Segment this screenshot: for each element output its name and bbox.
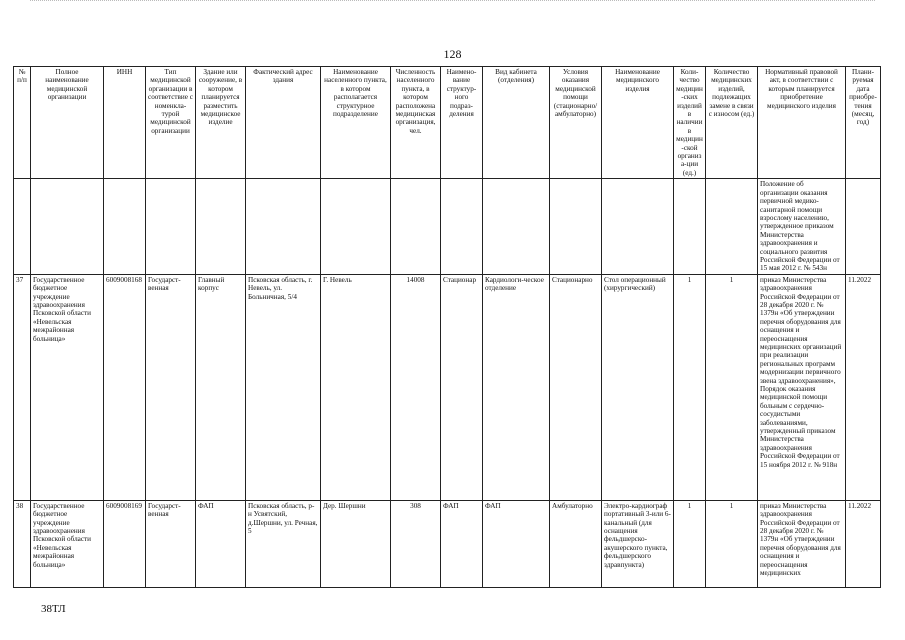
table-cell: [846, 179, 881, 274]
population-cell: 308: [391, 500, 441, 587]
unit-cell: Стационар: [441, 274, 483, 500]
header-cell: Коли-чество медицин-ских изделий в наличии в медицин-ской организа-ции (ед.): [674, 67, 706, 179]
locality-cell: Дер. Шершни: [321, 500, 391, 587]
conditions-cell: Амбулаторно: [550, 500, 602, 587]
org-type-cell: Государст-венная: [146, 500, 196, 587]
table-row: [14, 274, 881, 500]
table-cell: [14, 179, 31, 274]
cabinet-cell: Кардиологи-ческое отделение: [483, 274, 550, 500]
header-cell: Условия оказания медицинской помощи (стационарно/ амбулаторно): [550, 67, 602, 179]
table-cell: [321, 179, 391, 274]
inn-cell: 6009008169: [104, 500, 146, 587]
qty-present-cell: 1: [674, 500, 706, 587]
table-cell: [706, 179, 758, 274]
table-cell: [246, 179, 321, 274]
legal-act-cell: приказ Министерства здравоохранения Российской Федерации от 28 декабря 2020 г. № 1379н «Об утверждении перечня оборудования для оснащения и переоснащения медицинских организаций при реализации региональных программ модернизации первичного звена здравоохранения», Порядок оказания медицинской помощи больным с сердечно-сосудистыми заболеваниями, утвержденный приказом Министерства здравоохранения Российской Федерации от 15 ноября 2012 г. № 918н: [758, 274, 846, 500]
table-cell: [441, 179, 483, 274]
header-cell: Полное наименование медицинской организации: [31, 67, 104, 179]
locality-cell: Г. Невель: [321, 274, 391, 500]
table-cell: [196, 179, 246, 274]
conditions-cell: Стационарно: [550, 274, 602, 500]
table-cell: [391, 179, 441, 274]
header-cell: № п/п: [14, 67, 31, 179]
device-cell: Стол операционный (хирургический): [602, 274, 674, 500]
header-cell: Численность населенного пункта, в котором расположена медицинская организация, чел.: [391, 67, 441, 179]
device-cell: Электро-кардиограф портативный 3-или 6-канальный (для оснащения фельдшерско-акушерского пункта, фельдшерского здравпункта): [602, 500, 674, 587]
table-row-continuation: [14, 179, 881, 274]
table-cell: [674, 179, 706, 274]
address-cell: Псковская область, г. Невель, ул. Больничная, 5/4: [246, 274, 321, 500]
org-type-cell: Государст-венная: [146, 274, 196, 500]
table-cell: [146, 179, 196, 274]
footer-code: 38ТЛ: [41, 603, 66, 615]
unit-cell: ФАП: [441, 500, 483, 587]
row-number: 37: [14, 274, 31, 500]
header-cell: Нормативный правовой акт, в соответствии с которым планируется приобретение медицинского изделия: [758, 67, 846, 179]
header-cell: Количество медицинских изделий, подлежащих замене в связи с износом (ед.): [706, 67, 758, 179]
address-cell: Псковская область, р-н Усвятский, д.Шершни, ул. Речная, 5: [246, 500, 321, 587]
header-cell: Фактический адрес здания: [246, 67, 321, 179]
header-cell: Наимено-вание структур-ного подраз-деления: [441, 67, 483, 179]
organization-name: Государственное бюджетное учреждение здравоохранения Псковской области «Невельская межрайонная больница»: [31, 274, 104, 500]
qty-replace-cell: 1: [706, 500, 758, 587]
legal-act-cell: Положение об организации оказания первичной медико-санитарной помощи взрослому населению, утвержденное приказом Министерства здравоохранения и социального развития Российской Федерации от 15 мая 2012 г. № 543н: [758, 179, 846, 274]
page-number: 128: [443, 47, 462, 61]
table-row: [14, 500, 881, 587]
date-cell: 11.2022: [846, 274, 881, 500]
table-cell: [31, 179, 104, 274]
qty-replace-cell: 1: [706, 274, 758, 500]
scan-artifact-line: [30, 0, 875, 2]
row-number: 38: [14, 500, 31, 587]
header-cell: Здание или сооружение, в котором планируется разместить медицинское изделие: [196, 67, 246, 179]
population-cell: 14008: [391, 274, 441, 500]
table-header-row: [14, 67, 881, 179]
building-cell: Главный корпус: [196, 274, 246, 500]
header-cell: Тип медицинской организации в соответствие с номенкла-турой медицинской организации: [146, 67, 196, 179]
cabinet-cell: ФАП: [483, 500, 550, 587]
inn-cell: 6009008168: [104, 274, 146, 500]
table-cell: [483, 179, 550, 274]
header-cell: Наименование населенного пункта, в котором располагается структурное подразделение: [321, 67, 391, 179]
header-cell: Вид кабинета (отделения): [483, 67, 550, 179]
legal-act-cell: приказ Министерства здравоохранения Российской Федерации от 28 декабря 2020 г. № 1379н «Об утверждении перечня оборудования для оснащения и переоснащения медицинских: [758, 500, 846, 587]
header-cell: Наименование медицинского изделия: [602, 67, 674, 179]
qty-present-cell: 1: [674, 274, 706, 500]
table-cell: [104, 179, 146, 274]
date-cell: 11.2022: [846, 500, 881, 587]
table-cell: [602, 179, 674, 274]
table-cell: [550, 179, 602, 274]
header-cell: Плани-руемая дата приобре-тения (месяц, год): [846, 67, 881, 179]
building-cell: ФАП: [196, 500, 246, 587]
header-cell: ИНН: [104, 67, 146, 179]
equipment-table: [13, 66, 881, 588]
organization-name: Государственное бюджетное учреждение здравоохранения Псковской области «Невельская межрайонная больница»: [31, 500, 104, 587]
